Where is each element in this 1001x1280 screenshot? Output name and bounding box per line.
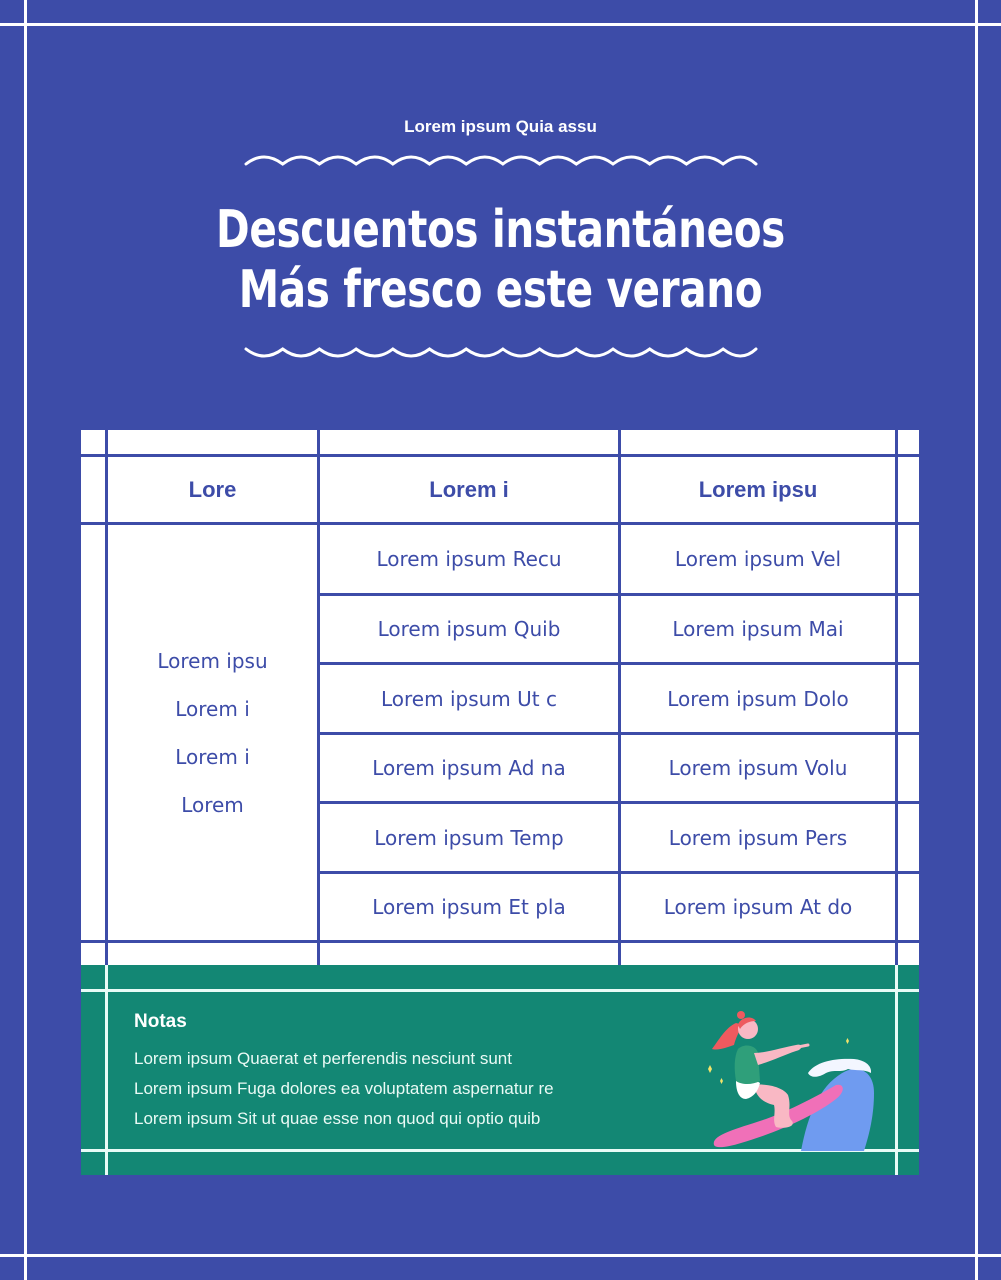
notes-section (81, 965, 919, 1175)
table-cell: Lorem ipsum Quib (377, 617, 561, 641)
notes-line: Lorem ipsum Fuga dolores ea voluptatem aspernatur re (134, 1079, 554, 1098)
page-title (110, 200, 891, 320)
notes-title: Notas (134, 1011, 187, 1032)
table-cell: Lorem ipsum Et pla (372, 895, 566, 919)
table-header-cell: Lore (188, 476, 237, 502)
table-cell: Lorem ipsum Volu (668, 756, 848, 780)
notes-line: Lorem ipsum Sit ut quae esse non quod qui optio quib (134, 1109, 541, 1128)
frame-line-right (975, 0, 978, 1280)
merged-cell-line: Lorem ipsu (157, 648, 268, 673)
eyebrow-text: Lorem ipsum Quia assu (404, 117, 597, 136)
merged-cell-line: Lorem (181, 792, 244, 817)
table-cell: Lorem ipsum Pers (668, 825, 848, 850)
wave-divider-top-icon (244, 150, 758, 168)
table-cell: Lorem ipsum At do (663, 895, 853, 919)
notes-gridline (81, 989, 919, 992)
frame-line-bottom (0, 1254, 1001, 1257)
table-gridline (81, 940, 919, 943)
notes-line: Lorem ipsum Quaerat et perferendis nesciunt sunt (134, 1049, 512, 1068)
wave-divider-bottom-icon (244, 345, 758, 363)
table-header-cell: Lorem ipsu (698, 476, 818, 502)
pricing-table (81, 430, 919, 965)
table-header-cell: Lorem i (429, 476, 509, 502)
title-line-1: Descuentos instantáneos (216, 200, 785, 260)
frame-line-left (24, 0, 27, 1280)
table-cell: Lorem ipsum Ut c (381, 686, 557, 711)
table-cell: Lorem ipsum Recu (376, 547, 562, 571)
table-cell: Lorem ipsum Ad na (372, 756, 566, 780)
notes-gridline (895, 965, 898, 1175)
table-cell: Lorem ipsum Temp (374, 825, 564, 850)
surfer-illustration-icon (696, 1003, 876, 1153)
table-gridline (895, 430, 898, 965)
table-cell: Lorem ipsum Dolo (667, 686, 849, 711)
merged-cell-line: Lorem i (175, 744, 250, 769)
notes-gridline (105, 965, 108, 1175)
frame-line-top (0, 23, 1001, 26)
title-line-2: Más fresco este verano (238, 260, 763, 320)
table-cell: Lorem ipsum Mai (672, 617, 844, 641)
table-cell: Lorem ipsum Vel (674, 547, 842, 571)
merged-cell-line: Lorem i (175, 696, 250, 721)
merged-category-cell (108, 525, 317, 940)
